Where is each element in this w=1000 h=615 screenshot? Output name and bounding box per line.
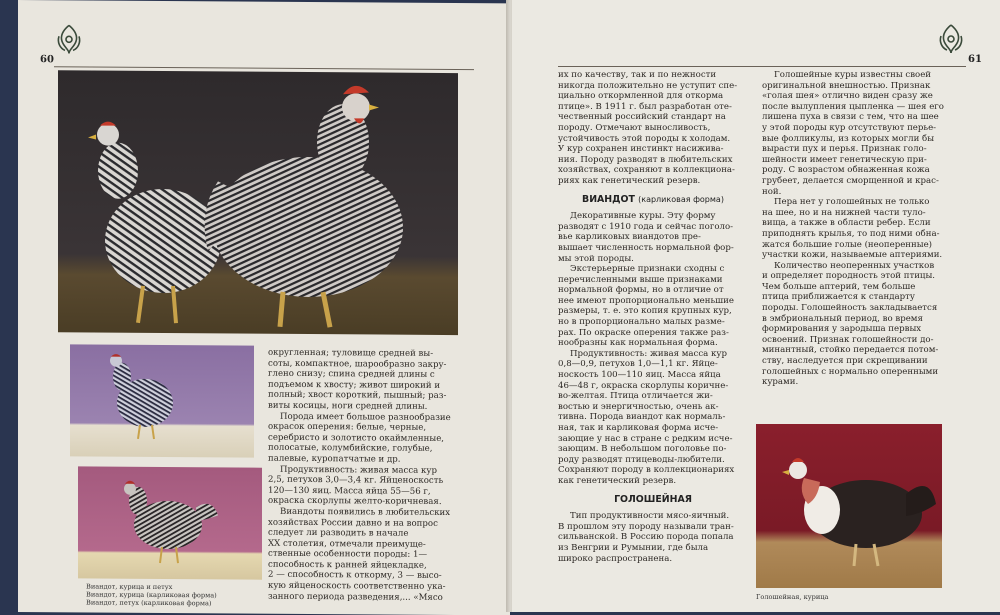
text-line: подъемом к хвосту; живот широкий и — [268, 379, 441, 391]
text-line: после вылупления цыпленка — шея его — [762, 101, 944, 112]
text-line: ния. Породу разводят в любительских — [558, 154, 733, 165]
text-line: роду. С возрастом обнаженная кожа — [762, 165, 930, 176]
caption-line: Виандот, курица и петух — [86, 582, 173, 592]
text-line: приподнять крылья, то под ними обна- — [762, 228, 940, 239]
text-line: кую яйценоскость соответственно ука- — [268, 580, 446, 593]
text-line: циально откормленной для откорма — [558, 91, 724, 102]
text-line: нормальной формы, но в отличие от — [558, 285, 724, 296]
page-number: 61 — [968, 54, 982, 65]
text-line: вища, а также в области ребер. Если — [762, 218, 931, 229]
text-line: 0,8—0,9, петухов 1,0—1,1 кг. Яйце- — [558, 359, 718, 370]
text-line: минантный, стойко передается потом- — [762, 345, 939, 356]
photo-bantam-hen — [70, 344, 254, 457]
text-line: породы. Голошейность закладывается — [762, 303, 938, 314]
text-line: вые фолликулы, из которых могли бы — [762, 133, 935, 144]
text-line: способность к ранней яйцекладке, — [268, 559, 427, 571]
photo-caption: Голошейная, курица — [756, 593, 829, 601]
text-line: полосатые, колумбийские, голубые, — [268, 443, 433, 455]
text-line: У кур сохранен инстинкт насижива- — [558, 144, 724, 155]
text-line: округленная; туловище средней вы- — [268, 347, 434, 359]
text-line: Продуктивность: живая масса кур — [280, 464, 437, 476]
text-line: занного периода разведения,... «Мясо — [268, 591, 443, 603]
header-rule — [54, 66, 474, 70]
text-line: нообразны как нормальная форма. — [558, 338, 718, 349]
text-line: грубеет, делается сморщенной и крас- — [762, 175, 939, 186]
text-line: разводят с 1910 года и сейчас поголо- — [558, 221, 734, 232]
text-line: хозяйствах, сохраняют в коллекциона- — [558, 165, 735, 176]
left-page — [18, 0, 510, 615]
text-line: Продуктивность: живая масса кур — [570, 348, 727, 359]
text-line: мы этой породы. — [558, 253, 634, 264]
text-line: формирования у зародыша первых — [762, 324, 922, 335]
text-line: Экстерьерные признаки сходны с — [570, 264, 725, 275]
text-line: как генетический резерв. — [558, 475, 677, 486]
section-heading-golosheynaya: ГОЛОШЕЙНАЯ — [614, 493, 692, 505]
text-line: вырасти пух и перья. Признак голо- — [762, 144, 927, 155]
text-line: 46—48 г, окраска скорлупы коричне- — [558, 380, 729, 391]
caption-line: Виандот, курица (карликовая форма) — [86, 590, 217, 600]
text-line: Чем больше аптерий, тем больше — [762, 281, 916, 292]
section-heading-wyandotte: ВИАНДОТ (карликовая форма) — [582, 193, 724, 205]
header-rule — [558, 66, 966, 67]
text-line: зающие у нас в стране с редким исче- — [558, 433, 733, 444]
right-text-column-1 — [558, 70, 748, 564]
text-line: никогда положительно не уступит спе- — [558, 80, 738, 91]
text-line: роду разводят птицеводы-любители. — [558, 454, 725, 465]
text-line: востью и энергичностью, очень ак- — [558, 401, 719, 412]
text-line: 2,5, петухов 3,0—3,4 кг. Яйценоскость — [268, 474, 444, 487]
text-line: хозяйствах России давно и на вопрос — [268, 517, 438, 529]
text-line: и определяет породность этой птицы. — [762, 271, 936, 282]
text-line: голошейных с нормально оперенными — [762, 366, 939, 377]
text-line: Порода имеет большое разнообразие — [280, 411, 451, 423]
text-line: XX столетия, отмечали преимуще- — [268, 538, 426, 550]
text-line: ственные особенности породы: 1— — [268, 549, 428, 561]
text-line: жатся большие голые (неоперенные) — [762, 239, 933, 250]
text-line: курами. — [762, 377, 799, 388]
text-line: ству, наследуется при скрещивании — [762, 356, 928, 367]
text-line: риях как генетический резерв. — [558, 175, 701, 186]
page-number: 60 — [40, 54, 54, 66]
text-line: Декоративные куры. Эту форму — [570, 211, 716, 222]
text-line: ная, так и карликовая форма исче- — [558, 423, 719, 433]
text-line: вье карликовых виандотов пре- — [558, 232, 701, 243]
caption-line: Виандот, петух (карликовая форма) — [86, 598, 212, 608]
right-page — [512, 0, 1000, 612]
text-line: у этой породы кур отсутствуют перье- — [762, 122, 937, 133]
text-line: птица приближается к стандарту — [762, 292, 915, 303]
text-line: Виандоты появились в любительских — [280, 506, 451, 518]
text-line: участки кожи, называемые аптериями. — [762, 250, 943, 261]
text-line: их по качеству, так и по нежности — [558, 70, 717, 80]
text-line: шейности имеет генетическую при- — [762, 154, 927, 165]
text-line: лишена пуха в связи с тем, что на шее — [762, 112, 939, 123]
left-text-column — [268, 348, 464, 604]
text-line: следует ли разводить в начале — [268, 527, 409, 539]
text-line: окраска скорлупы желто-коричневая. — [268, 496, 442, 508]
text-line: В прошлом эту породу называли тран- — [558, 521, 734, 532]
text-line: окрасок оперения: белые, черные, — [268, 421, 427, 434]
text-line: глено снизу; спина средней длины с — [268, 368, 435, 381]
text-line: но в пропорционально малых разме- — [558, 317, 725, 328]
photo-naked-neck-hen — [756, 424, 942, 588]
text-line: ной. — [762, 186, 782, 197]
text-line: Тип продуктивности мясо-яичный. — [570, 511, 730, 522]
text-line: «голая шея» отлично виден сразу же — [762, 91, 933, 102]
photo-hen-and-rooster — [58, 70, 458, 335]
text-line: рах. По окраске оперения также раз- — [558, 327, 729, 338]
text-line: зающим. В небольшом поголовье по- — [558, 444, 727, 455]
text-line: птице». В 1911 г. был разработан оте- — [558, 101, 732, 112]
text-line: Пера нет у голошейных не только — [774, 197, 930, 208]
text-line: во-желтая. Птица отличается жи- — [558, 391, 713, 402]
text-line: чественный российский стандарт на — [558, 112, 726, 123]
text-line: Сохраняют породу в коллекционариях — [558, 465, 735, 476]
text-line: устойчивость этой породы к холодам. — [558, 133, 731, 144]
text-line: размеры, т. е. это копия крупных кур, — [558, 306, 732, 317]
photo-bantam-rooster — [78, 466, 262, 579]
text-line: 120—130 яиц. Масса яйца 55—56 г, — [268, 485, 431, 497]
text-line: серебристо и золотисто окаймленные, — [268, 432, 445, 444]
text-line: соты, компактное, шарообразно закру- — [268, 358, 447, 370]
ornament-icon — [54, 22, 84, 56]
text-line: породу. Отмечают выносливость, — [558, 122, 711, 133]
text-line: нее имеют пропорционально меньшие — [558, 295, 734, 306]
right-text-column-2 — [762, 70, 954, 388]
text-line: сильванской. В Россию порода попала — [558, 532, 734, 543]
text-line: полный; хвост короткий, пышный; раз- — [268, 390, 447, 402]
text-line: широко распространена. — [558, 553, 673, 564]
text-line: 2 — способность к откорму, 3 — высо- — [268, 570, 442, 582]
text-line: вышает численность нормальной фор- — [558, 242, 734, 253]
text-line: Голошейные куры известны своей — [774, 70, 932, 80]
text-line: Количество неоперенных участков — [774, 260, 935, 271]
text-line: носкость 100—110 яиц. Масса яйца — [558, 370, 721, 381]
text-line: тивна. Порода виандот как нормаль- — [558, 412, 726, 423]
text-line: на шее, но и на нижней части туло- — [762, 207, 926, 218]
text-line: освоений. Признак голошейности до- — [762, 334, 934, 345]
text-line: в эмбриональный период, во время — [762, 313, 923, 324]
photo-captions — [86, 582, 217, 608]
text-line: перечисленными выше признаками — [558, 274, 723, 285]
text-line: из Венгрии и Румынии, где была — [558, 542, 709, 553]
text-line: палевые, куропатчатые и др. — [268, 453, 401, 465]
text-line: оригинальной внешностью. Признак — [762, 80, 931, 91]
text-line: виты косицы, ноги средней длины. — [268, 400, 428, 412]
ornament-icon — [936, 22, 966, 56]
